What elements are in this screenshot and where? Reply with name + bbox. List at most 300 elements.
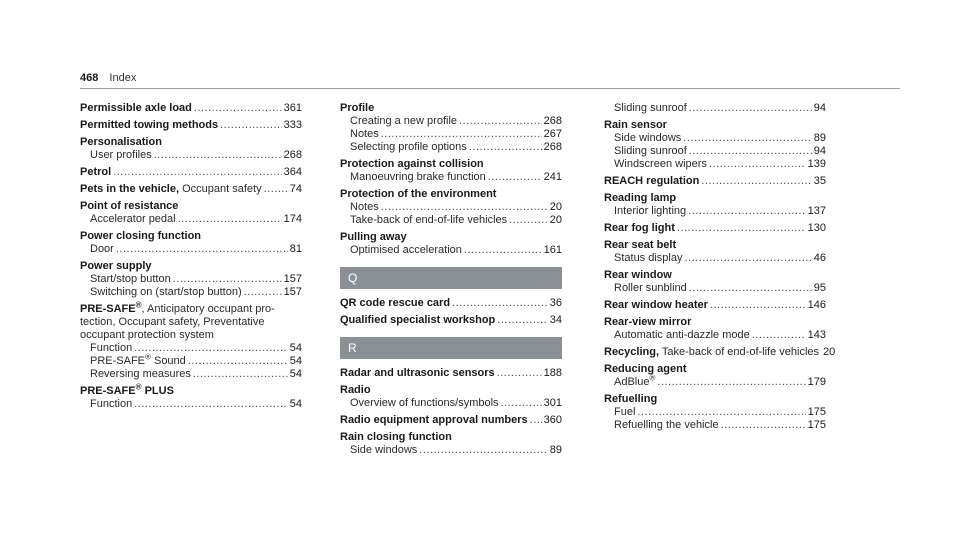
leader-dots [244,286,282,299]
index-subentry[interactable] [340,244,562,257]
subentry-text [90,342,132,355]
subentry-term: Creating a new profile [350,115,458,127]
heading-text [340,314,495,327]
page-label: Index [109,72,137,84]
subentry-text [350,128,379,141]
index-entry-heading[interactable] [80,119,302,132]
leader-dots [134,342,288,355]
heading-term: Rear window [604,269,672,281]
heading-text [340,158,484,170]
page-ref: 74 [289,183,302,195]
index-entry-heading[interactable] [340,231,562,244]
heading-inline-ref: Occupant safety [179,183,262,195]
subentry-text [90,213,176,226]
subentry-term: User profiles [90,149,152,161]
index-entry [80,166,302,179]
subentry-text [350,141,467,154]
subentry-text [614,145,687,158]
index-subentry[interactable] [80,352,302,368]
page-ref: 179 [807,376,826,388]
subentry-text [350,214,507,227]
heading-term: Pets in the vehicle, [80,183,180,195]
heading-inline-ref: Take-back of end-of-life vehicles [659,346,820,358]
heading-text [80,260,152,272]
leader-dots [497,367,542,380]
index-entry-heading[interactable] [80,183,302,196]
index-entry [604,316,826,342]
leader-dots [721,419,806,432]
index-entry-heading[interactable] [604,222,826,235]
heading-text [340,367,495,380]
page-ref: 241 [543,171,562,183]
index-entry-heading[interactable] [340,297,562,310]
index-entry-heading[interactable] [604,299,826,312]
heading-term: Point of resistance [80,200,179,212]
heading-text [80,200,178,212]
index-entry-heading[interactable] [80,136,302,149]
heading-text [604,222,675,235]
subentry-text [350,115,457,128]
index-entry-heading[interactable] [80,260,302,273]
subentry-text [350,244,462,257]
leader-dots [688,205,805,218]
header-rule [80,88,900,89]
index-entry [340,297,562,310]
index-column-3 [604,102,836,436]
page-ref: 46 [813,252,826,264]
heading-term: QR code rescue card [340,297,451,309]
leader-dots [497,314,547,327]
subentry-text [614,419,719,432]
index-subentry[interactable] [604,158,826,171]
heading-text [80,300,275,315]
subentry-text [90,149,152,162]
registered-mark: ® [135,300,142,310]
leader-dots [419,444,547,457]
leader-dots [220,119,282,132]
page-ref: 20 [823,346,836,358]
index-entry-heading[interactable] [604,119,826,132]
heading-text [80,382,174,397]
subentry-text [614,102,687,115]
heading-term: Protection against collision [340,158,484,170]
index-subentry[interactable] [340,128,562,141]
page-ref: 143 [807,329,826,341]
subentry-text [614,132,681,145]
index-subentry[interactable] [80,213,302,226]
index-entry-heading[interactable] [80,200,302,213]
index-entry-heading[interactable] [80,382,302,398]
index-entry-heading[interactable] [604,316,826,329]
index-entry [340,102,562,154]
page-header [80,72,136,84]
leader-dots [689,282,812,295]
leader-dots [459,115,542,128]
page-ref: 361 [283,102,302,114]
subentry-term: Accelerator pedal [90,213,176,225]
leader-dots [464,244,542,257]
heading-text [340,188,496,200]
leader-dots [689,102,812,115]
page-ref: 268 [543,115,562,127]
heading-text [340,102,374,114]
heading-term: REACH regulation [604,175,700,187]
index-entry-heading[interactable] [340,158,562,171]
subentry-term: PRE-SAFE [90,355,146,367]
subentry-text [614,329,750,342]
page-ref: 139 [807,158,826,170]
subentry-term: Notes [350,201,379,213]
index-entry [604,363,826,389]
index-entry [340,158,562,184]
page-ref: 130 [807,222,826,234]
subentry-term: Interior lighting [614,205,687,217]
subentry-term: Windscreen wipers [614,158,707,170]
page-ref: 20 [549,214,562,226]
page-ref: 175 [807,406,826,418]
index-entry-heading[interactable] [604,363,826,376]
subentry-term: Door [90,243,114,255]
leader-dots [701,175,811,188]
heading-term: Reading lamp [604,192,677,204]
index-entry [604,192,826,218]
index-entry-heading[interactable] [604,269,826,282]
heading-term: Pulling away [340,231,407,243]
page-ref: 157 [283,286,302,298]
index-subentry[interactable] [604,205,826,218]
index-entry [604,299,826,312]
subentry-text [614,406,635,419]
index-entry-heading[interactable] [604,346,836,359]
index-entry-heading[interactable] [340,102,562,115]
index-entry [80,260,302,299]
index-entry [80,102,302,115]
subentry-term: Notes [350,128,379,140]
subentry-term: Start/stop button [90,273,171,285]
index-entry [80,230,302,256]
subentry-text [90,273,171,286]
heading-text [604,299,708,312]
index-entry-heading[interactable] [80,166,302,179]
heading-text [340,384,371,396]
index-subentry[interactable] [340,444,562,457]
page-ref: 174 [283,213,302,225]
leader-dots [154,149,282,162]
index-entry [340,431,562,457]
subentry-term: Side windows [350,444,418,456]
page-ref: 161 [543,244,562,256]
section-letter-bar: Q [340,267,562,289]
leader-dots [710,299,806,312]
index-subentry[interactable] [340,214,562,227]
subentry-term: Side windows [614,132,682,144]
heading-term: Radio equipment approval numbers [340,414,528,426]
index-entry [604,175,826,188]
subentry-text [350,444,417,457]
index-subentry[interactable] [80,368,302,381]
page-ref: 301 [543,397,562,409]
leader-dots [637,406,805,419]
heading-term: Refuelling [604,393,658,405]
index-subentry[interactable] [340,397,562,410]
leader-dots [683,132,811,145]
index-entry-heading[interactable] [340,384,562,397]
heading-text [604,175,699,188]
page-ref: 137 [807,205,826,217]
index-entry [604,393,826,432]
index-entry [340,367,562,380]
heading-term: Protection of the environment [340,188,497,200]
index-entry-heading[interactable] [340,367,562,380]
heading-text [604,316,691,328]
leader-dots [194,102,282,115]
subentry-term: Overview of functions/symbols [350,397,499,409]
index-column-2 [340,102,562,461]
index-entry [80,136,302,162]
subentry-term: Take-back of end-of-life vehicles [350,214,508,226]
leader-dots [752,329,806,342]
heading-text [604,119,667,131]
heading-text [604,269,672,281]
index-subentry[interactable] [80,398,302,411]
index-entry [340,188,562,227]
heading-text [604,393,657,405]
page-ref: 268 [543,141,562,153]
page-ref: 54 [289,355,302,367]
index-entry-heading[interactable] [80,230,302,243]
leader-dots [381,201,548,214]
index-subentry[interactable] [604,132,826,145]
leader-dots [689,145,812,158]
heading-term: Petrol [80,166,112,178]
page-number: 468 [80,72,99,84]
leader-dots [530,414,542,427]
page-ref: 54 [289,398,302,410]
page-ref: 157 [283,273,302,285]
subentry-text [90,368,191,381]
index-subentry[interactable] [80,286,302,299]
index-entry [80,200,302,226]
heading-term: Rear fog light [604,222,675,234]
leader-dots [381,128,542,141]
leader-dots [488,171,542,184]
page-ref: 175 [807,419,826,431]
heading-text [340,431,452,443]
subentry-text [90,352,186,368]
subentry-text [614,205,686,218]
index-entry-heading[interactable] [604,175,826,188]
page-ref: 81 [289,243,302,255]
subentry-term: Function [90,342,133,354]
subentry-text [614,158,707,171]
index-subentry[interactable] [340,115,562,128]
page-ref: 35 [813,175,826,187]
subentry-term: Automatic anti-dazzle mode [614,329,750,341]
leader-dots [657,376,805,389]
index-entry [604,269,826,295]
heading-continuation: occupant protection system [80,329,214,341]
heading-text [340,231,407,243]
leader-dots [501,397,542,410]
subentry-text [614,282,687,295]
heading-term: Recycling, [604,346,660,358]
index-subentry[interactable] [604,252,826,265]
index-subentry[interactable] [340,171,562,184]
leader-dots [178,213,282,226]
index-entry [80,183,302,196]
index-entry-heading[interactable] [340,414,562,427]
index-entry-heading[interactable] [340,431,562,444]
heading-text [604,239,676,251]
index-entry-heading[interactable] [340,314,562,327]
leader-dots [264,183,288,196]
subentry-term: Manoeuvring brake function [350,171,486,183]
index-entry-heading[interactable] [604,239,826,252]
heading-text [80,166,111,179]
index-entry [80,119,302,132]
heading-term: Rear-view mirror [604,316,692,328]
section-letter-bar: R [340,337,562,359]
heading-term: Rain sensor [604,119,667,131]
page-ref: 54 [289,368,302,380]
page-ref: 54 [289,342,302,354]
leader-dots [193,368,288,381]
subentry-term: Fuel [614,406,636,418]
page-ref: 20 [549,201,562,213]
heading-text [604,192,676,204]
index-subentry[interactable] [340,201,562,214]
heading-term: Permitted towing methods [80,119,219,131]
index-entry-heading[interactable] [80,300,302,316]
page-ref: 267 [543,128,562,140]
leader-dots [188,355,288,368]
heading-text [80,230,201,242]
page-ref: 36 [549,297,562,309]
index-entry [340,314,562,327]
subentry-text [90,398,132,411]
index-entry [340,231,562,257]
subentry-term: AdBlue [614,376,650,388]
heading-text [80,183,262,196]
subentry-term: Sliding sunroof [614,145,687,157]
subentry-term: Roller sunblind [614,282,687,294]
page-ref: 89 [549,444,562,456]
heading-term: Permissible axle load [80,102,192,114]
leader-dots [452,297,548,310]
leader-dots [677,222,806,235]
heading-term: Radio [340,384,371,396]
heading-text [80,136,162,148]
subentry-text [350,201,379,214]
index-subentry[interactable] [80,149,302,162]
index-entry-heading[interactable] [80,102,302,115]
index-entry [80,382,302,411]
heading-term: Reducing agent [604,363,687,375]
registered-mark: ® [135,382,142,392]
index-subentry[interactable] [604,329,826,342]
index-subentry[interactable] [604,406,826,419]
heading-inline-ref: , Anticipatory occupant pro- [141,303,275,315]
heading-term-suffix: PLUS [141,385,174,397]
heading-term: Rain closing function [340,431,452,443]
index-entry [604,346,836,359]
heading-text [340,414,528,427]
heading-term: PRE-SAFE [80,303,136,315]
page-ref: 89 [813,132,826,144]
subentry-term: Selecting profile options [350,141,467,153]
heading-text [604,363,687,375]
heading-term: Radar and ultrasonic sensors [340,367,495,379]
index-subentry[interactable] [604,373,826,389]
page-ref: 95 [813,282,826,294]
index-subentry[interactable] [80,273,302,286]
index-subentry[interactable] [604,102,826,115]
subentry-term: Switching on (start/stop button) [90,286,242,298]
heading-text [604,346,819,359]
page-ref: 146 [807,299,826,311]
index-subentry[interactable] [80,342,302,355]
page-ref: 94 [813,145,826,157]
index-entry [604,119,826,171]
subentry-term: Refuelling the vehicle [614,419,719,431]
heading-term: Rear seat belt [604,239,677,251]
heading-term: Qualified specialist workshop [340,314,496,326]
subentry-term-suffix: Sound [150,355,186,367]
heading-term: Profile [340,102,375,114]
leader-dots [709,158,806,171]
leader-dots [173,273,282,286]
subentry-text [614,373,656,389]
subentry-text [350,397,499,410]
leader-dots [134,398,288,411]
heading-text [80,119,218,132]
index-subentry[interactable] [604,282,826,295]
subentry-text [90,243,114,256]
index-entry [340,384,562,410]
page-ref: 360 [543,414,562,426]
leader-dots [684,252,811,265]
index-entry-heading[interactable] [604,393,826,406]
index-entry [604,222,826,235]
page-ref: 188 [543,367,562,379]
heading-term: Rear window heater [604,299,708,311]
index-entry [80,300,302,381]
index-entry-heading[interactable] [340,188,562,201]
subentry-term: Function [90,398,133,410]
heading-continuation: tection, Occupant safety, Preventative [80,316,265,328]
index-subentry[interactable] [80,243,302,256]
subentry-term: Optimised acceleration [350,244,462,256]
index-entry [604,102,826,115]
index-entry-heading[interactable] [604,192,826,205]
leader-dots [116,243,288,256]
page-ref: 268 [283,149,302,161]
heading-term: Power supply [80,260,152,272]
index-subentry[interactable] [340,141,562,154]
index-entry [604,239,826,265]
leader-dots [509,214,548,227]
page-ref: 364 [283,166,302,178]
page-ref: 94 [813,102,826,114]
registered-mark: ® [145,352,151,362]
subentry-term: Status display [614,252,683,264]
index-column-1 [80,102,302,415]
heading-term: Power closing function [80,230,202,242]
heading-term: PRE-SAFE [80,385,136,397]
index-subentry[interactable] [604,419,826,432]
registered-mark: ® [649,373,656,383]
index-subentry[interactable] [604,145,826,158]
